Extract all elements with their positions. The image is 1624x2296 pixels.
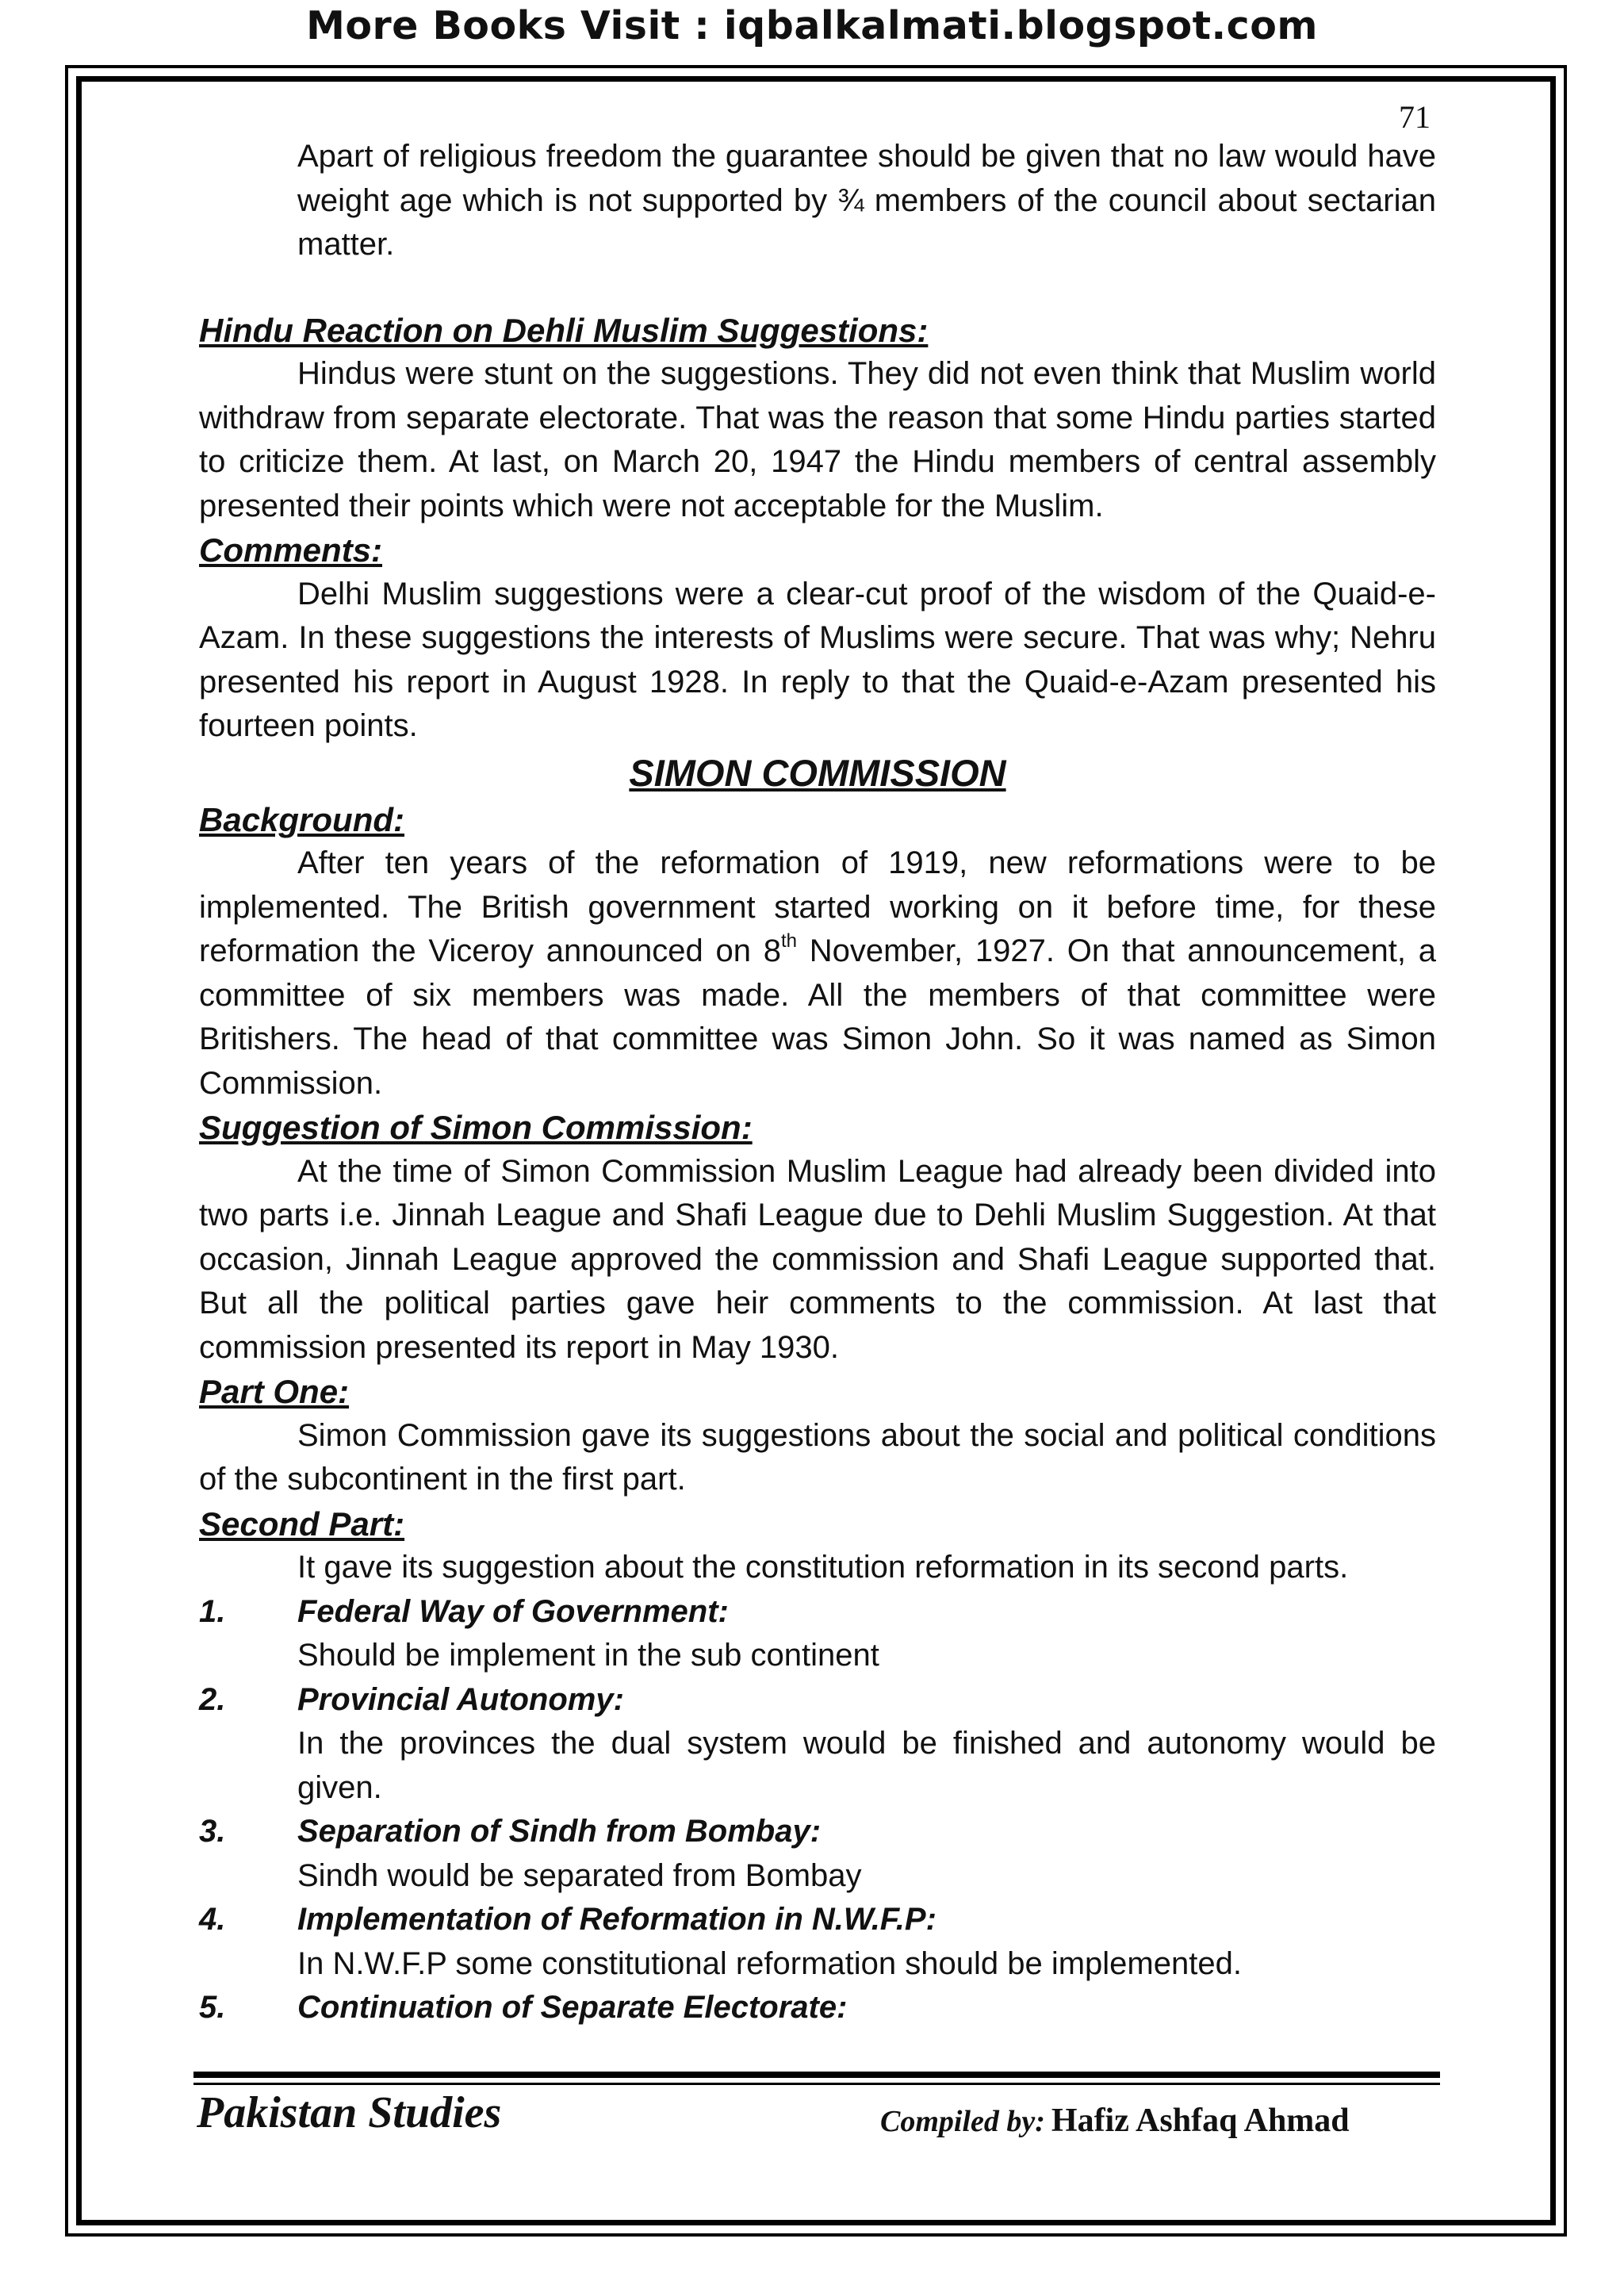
paragraph-part-one: Simon Commission gave its suggestions about the social and political conditions of the subcontinent in the first part. [199, 1417, 1436, 1497]
footer-book-title: Pakistan Studies [197, 2088, 502, 2137]
author-name: Hafiz Ashfaq Ahmad [1051, 2102, 1350, 2139]
heading-suggestion: Suggestion of Simon Commission: [199, 1109, 753, 1146]
page-body [199, 135, 1436, 2030]
list-item-text: Sindh would be separated from Bombay [297, 1857, 862, 1893]
list-item [199, 1810, 1436, 1898]
intro-paragraph: Apart of religious freedom the guarantee should be given that no law would have weight age which is not supported by ¾ members of the council about sectarian matter. [297, 139, 1436, 262]
paragraph-hindu-reaction: Hindus were stunt on the suggestions. They did not even think that Muslim world withdraw from separate electorate. That was the reason that some Hindu parties started to criticize them. At last, on March 20, 1947 the Hindu members of central assembly presented their points which were not acceptable for the Muslim. [199, 356, 1436, 523]
paragraph-second-part: It gave its suggestion about the constitution reformation in its second parts. [297, 1550, 1349, 1585]
compiled-by-label: Compiled by: [880, 2105, 1045, 2138]
list-item-text: Should be implement in the sub continent [297, 1638, 879, 1673]
list-item-number: 2. [199, 1681, 226, 1717]
list-item-title: Federal Way of Government: [297, 1593, 729, 1629]
paragraph-background [199, 841, 1436, 1106]
page-number: 71 [1399, 99, 1431, 135]
list-item [199, 1898, 1436, 1986]
list-item-text: In N.W.F.P some constitutional reformation should be implemented. [297, 1945, 1242, 1981]
paragraph-comments: Delhi Muslim suggestions were a clear-cut proof of the wisdom of the Quaid-e-Azam. In these suggestions the interests of Muslims were secure. That was why; Nehru presented his report in August 1928. In reply to that the Quaid-e-Azam presented his fourteen points. [199, 576, 1436, 743]
list-item-title: Continuation of Separate Electorate: [297, 1990, 848, 2025]
heading-part-one: Part One: [199, 1373, 350, 1410]
list-item-number: 1. [199, 1593, 226, 1629]
heading-second-part: Second Part: [199, 1504, 405, 1543]
list-item-title: Provincial Autonomy: [297, 1681, 624, 1717]
list-item-number: 3. [199, 1814, 226, 1849]
paragraph-suggestion: At the time of Simon Commission Muslim League had already been divided into two parts i.e. Jinnah League and Shafi League due to Dehli Muslim Suggestion. At that occasion, Jinnah League approved the commission and Shafi League supported that. But all the political parties gave heir comments to the commission. At last that commission presented its report in May 1930. [199, 1153, 1436, 1365]
footer-credit [880, 2102, 1350, 2140]
list-item-title: Separation of Sindh from Bombay: [297, 1814, 822, 1849]
background-text-start: After ten years of the reformation of 1919, new reformations were to be implemented. The British government started working on it before time, for these reformation the Viceroy announced on 8 [199, 845, 1436, 968]
heading-background: Background: [199, 800, 405, 838]
list-item-number: 5. [199, 1990, 226, 2025]
list-item [199, 1590, 1436, 1678]
ordinal-superscript: th [780, 930, 797, 952]
list-item [199, 1678, 1436, 1811]
background-text-end: November, 1927. On that announcement, a committee of six members was made. All the members of that committee were Britishers. The head of that committee was Simon John. So it was named as Simon Commission. [199, 933, 1437, 1101]
heading-comments: Comments: [199, 531, 383, 569]
heading-hindu-reaction: Hindu Reaction on Dehli Muslim Suggestions: [199, 311, 929, 349]
list-item-number: 4. [199, 1902, 226, 1937]
list-item [199, 1986, 1436, 2030]
list-item-text: In the provinces the dual system would be finished and autonomy would be given. [297, 1726, 1436, 1805]
site-banner: More Books Visit : iqbalkalmati.blogspot.com [306, 3, 1318, 48]
footer-rule-thick [193, 2072, 1440, 2078]
section-title: SIMON COMMISSION [629, 751, 1006, 794]
list-item-title: Implementation of Reformation in N.W.F.P: [297, 1902, 936, 1937]
footer-rule-thin [193, 2083, 1440, 2085]
